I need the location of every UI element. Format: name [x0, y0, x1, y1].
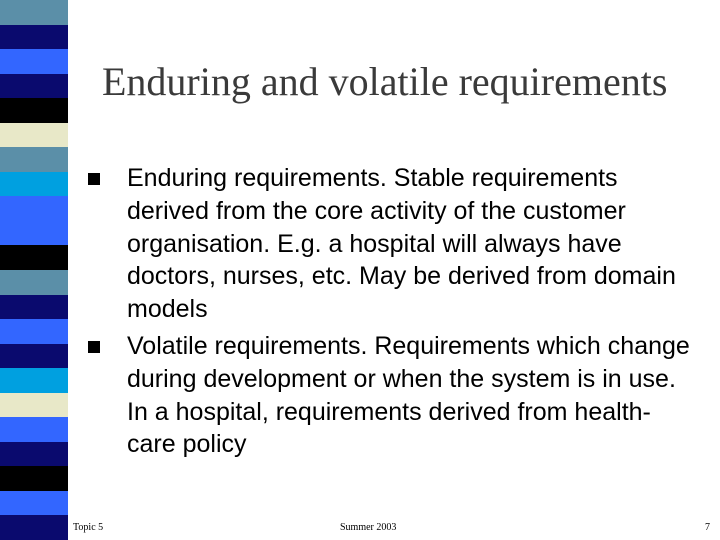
- stripe-block: [0, 466, 68, 491]
- stripe-block: [0, 74, 68, 99]
- footer-date: Summer 2003: [340, 522, 397, 533]
- stripe-block: [0, 221, 68, 246]
- stripe-block: [0, 245, 68, 270]
- stripe-block: [0, 417, 68, 442]
- stripe-block: [0, 196, 68, 221]
- stripe-block: [0, 123, 68, 148]
- square-bullet-icon: [88, 173, 100, 185]
- stripe-block: [0, 172, 68, 197]
- stripe-block: [0, 98, 68, 123]
- bullet-text: Enduring requirements. Stable requirements derived from the core activity of the customer organisation. E.g. a hospital will always have doctors, nurses, etc. May be derived from domain models: [127, 164, 676, 324]
- square-bullet-icon: [88, 341, 100, 353]
- stripe-block: [0, 319, 68, 344]
- stripe-block: [0, 147, 68, 172]
- stripe-block: [0, 270, 68, 295]
- slide-title: Enduring and volatile requirements: [102, 59, 668, 104]
- bullet-list: [88, 162, 698, 465]
- stripe-block: [0, 0, 68, 25]
- stripe-block: [0, 368, 68, 393]
- stripe-block: [0, 25, 68, 50]
- stripe-block: [0, 491, 68, 516]
- stripe-block: [0, 515, 68, 540]
- bullet-item-enduring: [88, 162, 698, 326]
- stripe-block: [0, 442, 68, 467]
- stripe-block: [0, 295, 68, 320]
- stripe-block: [0, 49, 68, 74]
- footer-topic: Topic 5: [73, 522, 104, 533]
- bullet-item-volatile: [88, 330, 698, 461]
- footer-page-number: 7: [705, 522, 710, 533]
- stripe-block: [0, 344, 68, 369]
- decorative-color-stripe: [0, 0, 68, 540]
- stripe-block: [0, 393, 68, 418]
- bullet-text: Volatile requirements. Requirements which change during development or when the system is in use. In a hospital, requirements derived from health-care policy: [127, 331, 690, 459]
